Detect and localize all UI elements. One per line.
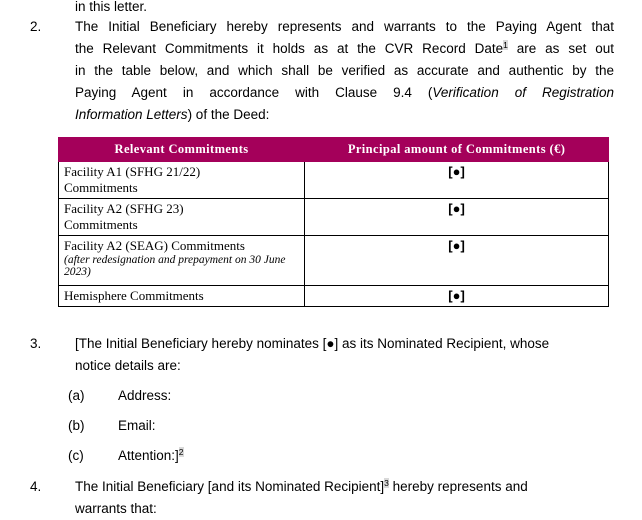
- list-item-marker: (c): [68, 448, 84, 463]
- clause-2-line-2-text-a: the Relevant Commitments it holds as at the CVR Record Date: [75, 41, 504, 56]
- table-header-relevant-commitments: Relevant Commitments: [59, 138, 305, 162]
- table-cell-amount: [●]: [305, 162, 609, 199]
- clause-4-line-1: [75, 476, 614, 498]
- footnote-marker-3: 3: [384, 477, 389, 488]
- table-cell-commitment-label: [59, 199, 305, 236]
- list-item-label: Address:: [118, 388, 172, 403]
- clause-2: [30, 16, 614, 126]
- table-header-principal-amount: Principal amount of Commitments (€): [305, 138, 609, 162]
- clause-2-line-1: The Initial Beneficiary hereby represents and warrants to the Paying Agent that: [75, 19, 614, 34]
- table-header-row: [59, 138, 609, 162]
- clause-2-line-2: [75, 38, 614, 60]
- clause-4-body: [75, 476, 614, 520]
- clause-reference-italic-1: Verification of Registration: [432, 85, 614, 100]
- clause-2-line-5-text: ) of the Deed:: [187, 107, 270, 122]
- list-item-marker: (a): [68, 388, 85, 403]
- list-item-label: [118, 445, 608, 475]
- clause-2-body: [75, 16, 614, 126]
- clause-2-line-4-text: Paying Agent in accordance with Clause 9.4 (: [75, 85, 433, 100]
- clause-3-line-1: [The Initial Beneficiary hereby nominates [●] as its Nominated Recipient, whose: [75, 336, 550, 351]
- table-cell-commitment-label: [59, 162, 305, 199]
- table-row: [59, 236, 609, 286]
- commitment-label-line-1: Facility A2 (SEAG) Commitments: [64, 238, 245, 253]
- commitment-label-line-1: Hemisphere Commitments: [64, 288, 204, 303]
- list-item-marker: (b): [68, 418, 85, 433]
- clause-4-line-1-text-b: hereby represents and: [388, 479, 528, 494]
- clause-3-line-2: notice details are:: [75, 358, 181, 373]
- clause-reference-italic-2: Information Letters: [75, 107, 188, 122]
- clause-4: [30, 476, 614, 520]
- clause-2-line-3: in the table below, and which shall be verified as accurate and authentic by the: [75, 63, 614, 78]
- clause-3-body: [75, 333, 614, 377]
- cut-off-top-line: in this letter.: [75, 0, 148, 14]
- clause-2-line-2-text-b: are as set out: [507, 41, 614, 56]
- commitments-table: [58, 137, 609, 307]
- footnote-marker-1: 1: [503, 39, 508, 50]
- clause-3-number: 3.: [30, 336, 42, 351]
- table-row: [59, 286, 609, 307]
- table-cell-amount: [●]: [305, 236, 609, 286]
- list-item-text: Attention:]: [118, 448, 179, 463]
- clause-4-line-2: warrants that:: [75, 501, 157, 516]
- list-item: [68, 445, 608, 475]
- commitment-label-line-2: Commitments: [64, 180, 138, 195]
- table-cell-amount: [●]: [305, 286, 609, 307]
- clause-4-line-1-text-a: The Initial Beneficiary [and its Nominated Recipient]: [75, 479, 385, 494]
- clause-3-sublist: [68, 385, 608, 475]
- table-row: [59, 162, 609, 199]
- table-cell-commitment-label: [59, 286, 305, 307]
- clause-4-number: 4.: [30, 479, 42, 494]
- clause-3: [30, 333, 614, 377]
- commitment-label-subtext: (after redesignation and prepayment on 30 June 2023): [64, 254, 286, 278]
- clause-2-line-4: [75, 82, 614, 104]
- clause-2-number: 2.: [30, 19, 42, 34]
- commitment-label-line-1: Facility A2 (SFHG 23): [64, 201, 184, 216]
- list-item-label: Email:: [118, 418, 156, 433]
- list-item: [68, 385, 608, 415]
- footnote-marker-2: 2: [178, 446, 184, 457]
- commitment-label-line-2: Commitments: [64, 217, 138, 232]
- table-cell-amount: [●]: [305, 199, 609, 236]
- table-row: [59, 199, 609, 236]
- table-cell-commitment-label: [59, 236, 305, 286]
- clause-2-line-5: [75, 104, 614, 126]
- list-item: [68, 415, 608, 445]
- commitment-label-line-1: Facility A1 (SFHG 21/22): [64, 164, 201, 179]
